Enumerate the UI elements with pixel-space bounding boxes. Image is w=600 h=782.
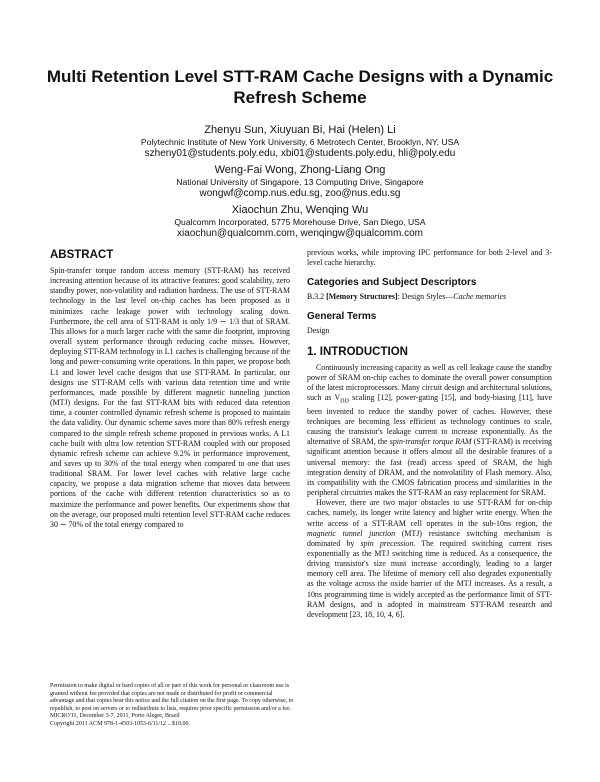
categories-heading: Categories and Subject Descriptors (307, 277, 477, 289)
left-column (50, 248, 290, 530)
category-plain: : Design Styles— (397, 292, 454, 302)
category-code: B.3.2 (307, 292, 325, 302)
author-emails: wongwf@comp.nus.edu.sg, zoo@nus.edu.sg (199, 188, 401, 199)
intro-p2-emphasis: spin precession (360, 538, 414, 548)
paper-title: Multi Retention Level STT-RAM Cache Designs with a Dynamic Refresh Scheme (46, 67, 554, 107)
intro-p2-emphasis: magnetic tunnel junction (307, 528, 396, 538)
general-terms-text: Design (307, 326, 330, 336)
intro-p1-part: (STT-RAM) is receiving significant attention because it offers almost all the desirable features of a universal memory: the fast (read) access speed of SRAM, the high integration density of DRAM, and the nonvolatility of Flash memory. Also, its compatibility with the CMOS fabrication process and similarities in the peripheral circuitries makes the STT-RAM an easy replacement for SRAM. (307, 437, 552, 498)
vdd-subscript: DD (340, 398, 349, 405)
intro-p1-emphasis: spin-transfer torque RAM (389, 437, 472, 447)
author-affiliation: Qualcomm Incorporated, 5775 Morehouse Drive, San Diego, USA (174, 217, 426, 227)
general-terms-heading: General Terms (307, 311, 377, 323)
category-bold: [Memory Structures] (326, 292, 398, 302)
categories-text (307, 292, 552, 302)
author-block-nyu (30, 124, 570, 160)
author-names: Xiaochun Zhu, Wenqing Wu (231, 204, 369, 216)
intro-p1-part: scaling [12], power-gating [15], and body-biasing [11], have been invented to reduce the standby power of caches. However, these techniques are becoming less efficient as technology continues to scale, causing the transistor's leakage current to increase exponentially. As the alternative of SRAM, the (307, 393, 552, 447)
copyright-line: Copyright 2011 ACM 978-1-4503-1053-6/11/12 ...$10.00. (50, 720, 191, 727)
abstract-text: Spin-transfer torque random access memory (STT-RAM) has received increasing attention because of its attractive features: good scalability, zero standby power, non-volatility and radiation hardness. The use of STT-RAM technology in the last level on-chip caches has been proposed as it minimizes cache leakage power with technology scaling down. Furthermore, the cell area of STT-RAM is only 1/9 ∼ 1/3 that of SRAM. This allows for a much larger cache with the same die footprint, improving overall system performance through reducing cache misses. However, deploying STT-RAM technology in L1 caches is challenging because of the long and power-consuming write operations. In this paper, we propose both L1 and lower level cache designs that use STT-RAM. In particular, our designs use STT-RAM cells with various data retention time and write performances, made possible by different magnetic tunneling junction (MTJ) designs. For the fast STT-RAM bits with reduced data retention time, a counter controlled dynamic refresh scheme is proposed to maintain the data validity. Our dynamic scheme saves more than 80% refresh energy compared to the simple refresh scheme proposed in previous works. A L1 cache built with ultra low retention STT-RAM coupled with our proposed dynamic refresh scheme can achieve 9.2% in performance improvement, and saves up to 30% of the total energy when compared to one that uses traditional SRAM. For lower level caches with relative large cache capacity, we propose a data migration scheme that moves data between portions of the cache with different retention characteristics so as to maximize the performance and power benefits. Our experiments show that on the average, our proposed multi retention level STT-RAM cache reduces 30 ∼ 70% of the total energy compared to (50, 266, 290, 529)
intro-p2-part: . The required switching current rises exponentially as the MTJ switching time is reduced. As a consequence, the driving transistor's size must increase accordingly, leading to a larger memory cell area. The lifetime of memory cell also degrades exponentially as the voltage across the oxide barrier of the MTJ increases. As a result, a 10ns programming time is widely accepted as the performance limit of STT-RAM designs, and is adopted in mainstream STT-RAM research and development [23, 18, 10, 4, 6]. (307, 538, 552, 619)
intro-paragraph-1 (307, 363, 552, 499)
abstract-continuation: previous works, while improving IPC performance for both 2-level and 3-level cache hierarchy. (307, 248, 552, 268)
intro-p1-part: Continuously increasing capacity as well as cell leakage cause the standby power of SRAM on-chip caches to dominate the overall power consumption of the latest microprocessors. Many circuit design and architectural solutions, such as V (307, 362, 552, 403)
conference-line: MICRO'11, December 3-7, 2011, Porto Alegre, Brazil (50, 713, 180, 720)
abstract-heading: ABSTRACT (50, 249, 114, 261)
author-names: Weng-Fai Wong, Zhong-Liang Ong (214, 164, 386, 176)
author-block-qualcomm (30, 204, 570, 240)
author-affiliation: Polytechnic Institute of New York University, 6 Metrotech Center, Brooklyn, NY, USA (140, 137, 460, 147)
category-italic: Cache memories (453, 292, 507, 302)
author-names: Zhenyu Sun, Xiuyuan Bi, Hai (Helen) Li (204, 124, 396, 136)
author-affiliation: National University of Singapore, 13 Computing Drive, Singapore (176, 177, 424, 187)
intro-p2-part: However, there are two major obstacles to use STT-RAM for on-chip caches, namely, its longer write latency and higher write energy. When the write access of a STT-RAM cell operates in the sub-10ns region, the (307, 498, 552, 528)
intro-paragraph-2 (307, 498, 552, 620)
intro-p2-part: (MTJ) resistance switching mechanism is dominated by (307, 528, 552, 548)
permission-notice: Permission to make digital or hard copies of all or part of this work for personal or classroom use is granted without fee provided that copies are not made or distributed for profit or commercial advantage and that copies bear this notice and the full citation on the first page. To copy otherwise, to republish, to post on servers or to redistribute to lists, requires prior specific permission and/or a fee. (50, 683, 294, 712)
permission-footnote (50, 683, 295, 729)
author-emails: xiaochun@qualcomm.com, wenqingw@qualcomm.com (177, 228, 423, 239)
author-emails: szheny01@students.poly.edu, xbi01@students.poly.edu, hli@poly.edu (144, 148, 456, 159)
introduction-heading: 1. INTRODUCTION (307, 345, 408, 358)
author-block-nus (30, 164, 570, 200)
right-column (307, 248, 552, 620)
